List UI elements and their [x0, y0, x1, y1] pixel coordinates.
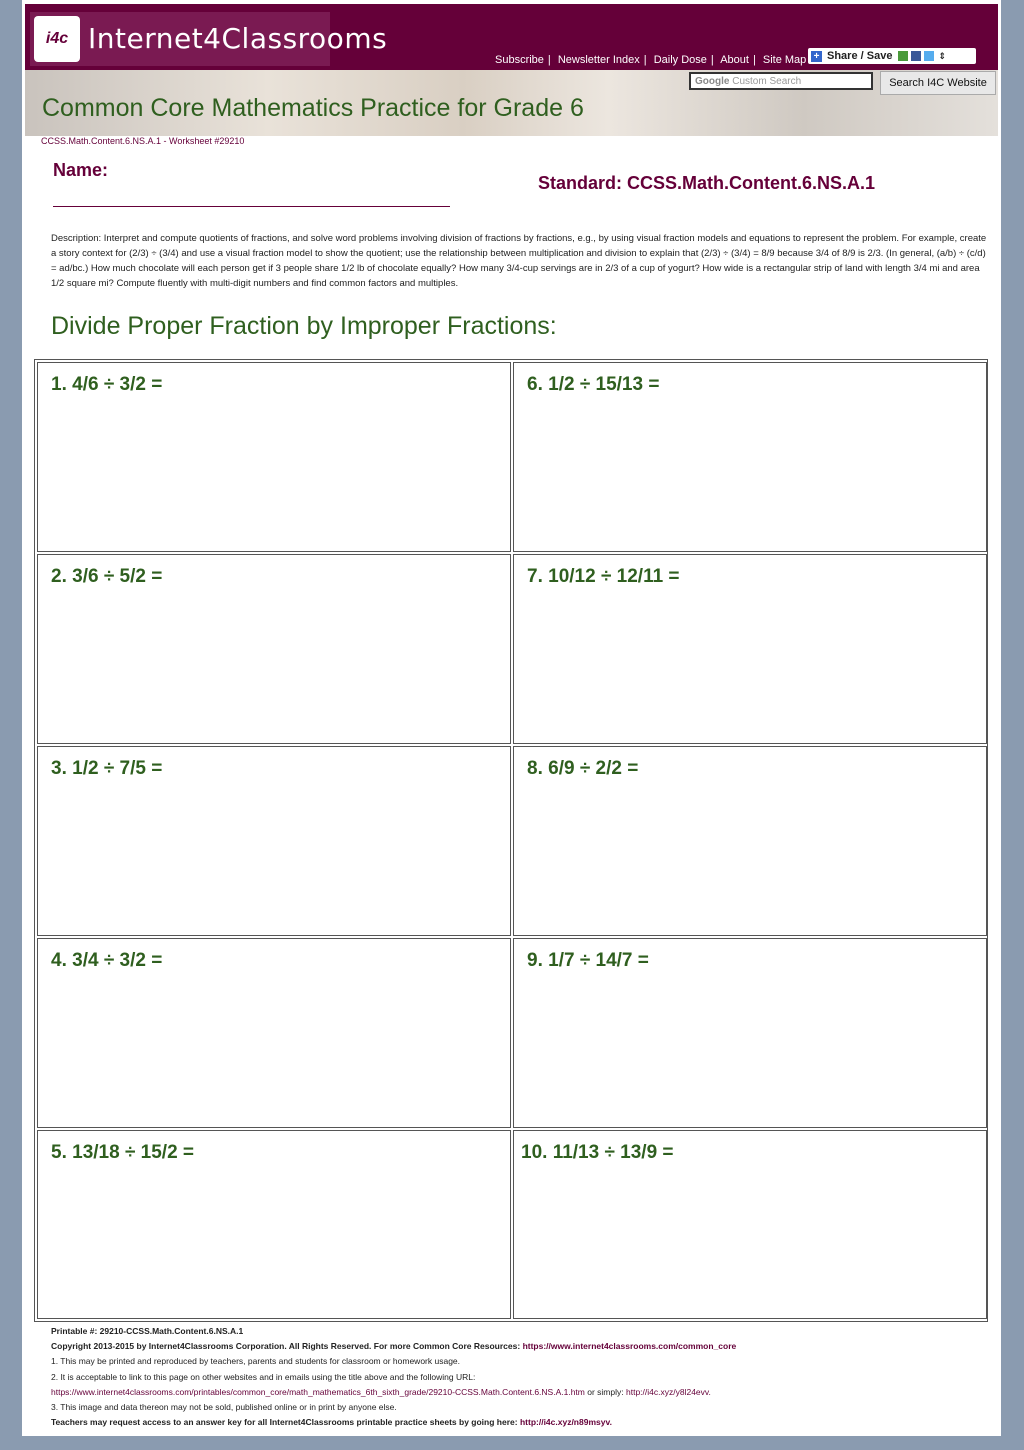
title-banner	[25, 70, 998, 136]
nav-about[interactable]: About	[720, 54, 749, 66]
share-save-button[interactable]	[808, 48, 976, 64]
logo-text: Internet4Classrooms	[88, 22, 388, 55]
answer-key-link[interactable]: http://i4c.xyz/n89msyv.	[519, 1417, 612, 1428]
problem-9: 9. 1/7 ÷ 14/7 =	[527, 950, 649, 971]
problem-cell-10	[513, 1130, 987, 1319]
share-email-icon	[898, 51, 908, 61]
chevron-updown-icon: ⇕	[938, 50, 946, 61]
problem-cell-7	[513, 554, 987, 744]
worksheet-page	[22, 0, 1001, 1436]
answer-key-text: Teachers may request access to an answer key for all Internet4Classrooms printable practice sheets by going here:	[51, 1417, 518, 1428]
description-text: Description: Interpret and compute quotients of fractions, and solve word problems involving division of fractions by fractions, e.g., by using visual fraction models and equations to represent the problem. For example, create a story context for (2/3) ÷ (3/4) and use a visual fraction model to show the quotient; use the relationship between multiplication and division to explain that (2/3) ÷ (3/4) = 8/9 because 3/4 of 8/9 is 2/3. (In general, (a/b) ÷ (c/d) = ad/bc.) How much chocolate will each person get if 3 people share 1/2 lb of chocolate equally? How many 3/4-cup servings are in 2/3 of a cup of yogurt? How wide is a rectangular strip of land with length 3/4 mi and area 1/2 square mi? Compute fluently with multi-digit numbers and find common factors and multiples.	[51, 233, 987, 289]
problem-cell-1	[37, 362, 511, 552]
section-title: Divide Proper Fraction by Improper Fractions:	[51, 312, 557, 340]
breadcrumb: CCSS.Math.Content.6.NS.A.1 - Worksheet #29210	[41, 136, 245, 146]
problem-cell-4	[37, 938, 511, 1128]
top-nav: Subscribe | Newsletter Index | Daily Dose | About | Site Map	[495, 54, 807, 66]
problem-3: 3. 1/2 ÷ 7/5 =	[51, 758, 163, 779]
page-title: Common Core Mathematics Practice for Grade 6	[42, 94, 584, 122]
search-button[interactable]: Search I4C Website	[880, 71, 996, 95]
search-placeholder: Custom Search	[732, 76, 802, 87]
printable-number: Printable #: 29210-CCSS.Math.Content.6.NS.A.1	[51, 1326, 244, 1336]
problem-4: 4. 3/4 ÷ 3/2 =	[51, 950, 163, 971]
problem-7: 7. 10/12 ÷ 12/11 =	[527, 566, 680, 587]
footer	[51, 1324, 991, 1430]
problem-8: 8. 6/9 ÷ 2/2 =	[527, 758, 639, 779]
nav-daily-dose[interactable]: Daily Dose	[653, 54, 707, 66]
usage-note-1: 1. This may be printed and reproduced by teachers, parents and students for classroom or homework usage.	[51, 1356, 461, 1367]
name-line	[53, 206, 450, 207]
header-bar	[25, 4, 998, 70]
worksheet-long-url[interactable]: https://www.internet4classrooms.com/printables/common_core/math_mathematics_6th_sixth_grade/29210-CCSS.Math.Content.6.NS.A.1.htm	[51, 1386, 585, 1397]
problem-10: 10. 11/13 ÷ 13/9 =	[521, 1142, 674, 1163]
problem-grid	[34, 359, 988, 1322]
twitter-icon	[924, 51, 934, 61]
facebook-icon	[911, 51, 921, 61]
nav-subscribe[interactable]: Subscribe	[495, 54, 544, 66]
share-label: Share / Save	[827, 50, 893, 62]
problem-6: 6. 1/2 ÷ 15/13 =	[527, 374, 660, 395]
google-brand: Google	[695, 76, 730, 87]
nav-newsletter-index[interactable]: Newsletter Index	[557, 54, 640, 66]
or-simply-text: or simply:	[587, 1386, 624, 1397]
problem-5: 5. 13/18 ÷ 15/2 =	[51, 1142, 195, 1163]
problem-cell-3	[37, 746, 511, 936]
plus-icon: +	[811, 51, 822, 62]
problem-2: 2. 3/6 ÷ 5/2 =	[51, 566, 163, 587]
problem-cell-5	[37, 1130, 511, 1319]
worksheet-short-url[interactable]: http://i4c.xyz/y8l24evv.	[626, 1386, 711, 1397]
site-logo[interactable]	[30, 12, 388, 66]
problem-1: 1. 4/6 ÷ 3/2 =	[51, 374, 163, 395]
standard-label: Standard: CCSS.Math.Content.6.NS.A.1	[538, 173, 876, 193]
copyright-text: Copyright 2013-2015 by Internet4Classrooms Corporation. All Rights Reserved. For more Common Core Resources:	[51, 1341, 521, 1352]
logo-badge-icon: i4c	[34, 16, 80, 62]
answer-key-line	[51, 1415, 991, 1430]
usage-note-3: 3. This image and data thereon may not be sold, published online or in print by anyone else.	[51, 1402, 397, 1413]
problem-cell-2	[37, 554, 511, 744]
name-label: Name:	[53, 160, 109, 180]
copyright-line	[51, 1339, 991, 1354]
problem-cell-6	[513, 362, 987, 552]
problem-cell-9	[513, 938, 987, 1128]
nav-site-map[interactable]: Site Map	[762, 54, 807, 66]
problem-cell-8	[513, 746, 987, 936]
search-input[interactable]	[689, 72, 873, 90]
usage-note-2: 2. It is acceptable to link to this page on other websites and in emails using the title above and the following URL:	[51, 1371, 476, 1382]
url-line	[51, 1385, 991, 1400]
common-core-link[interactable]: https://www.internet4classrooms.com/common_core	[522, 1341, 737, 1352]
